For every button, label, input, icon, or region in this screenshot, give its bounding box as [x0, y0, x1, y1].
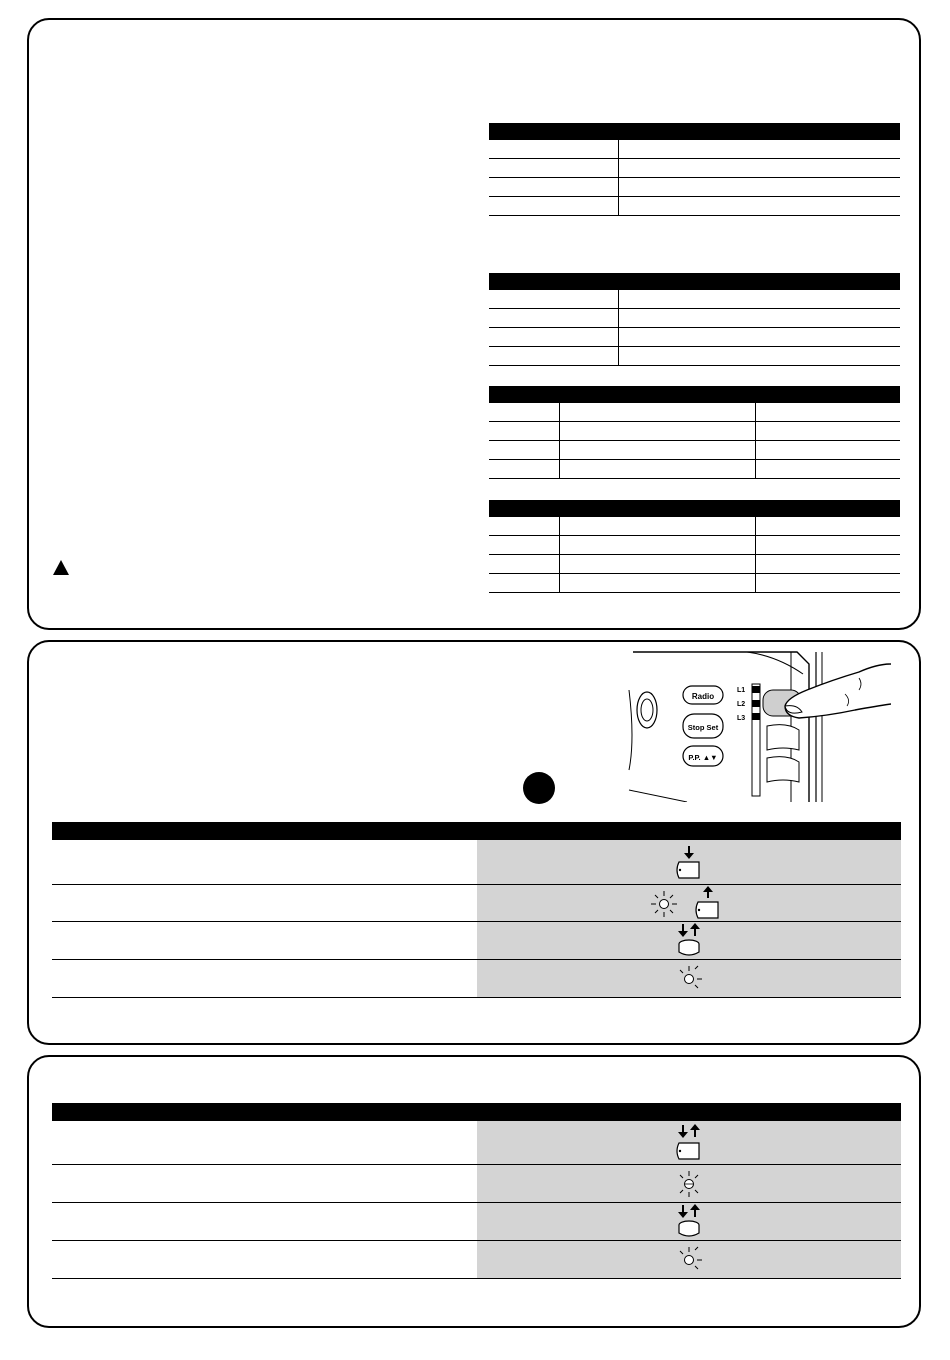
table-row [52, 840, 901, 884]
table-cell [489, 574, 559, 593]
table-cell [489, 159, 618, 178]
table-header [489, 123, 900, 140]
step-symbol [477, 1164, 902, 1202]
led-l2 [752, 700, 760, 707]
press-button-icon [669, 844, 709, 880]
step-symbol [477, 840, 902, 884]
led-label-l1: L1 [737, 687, 746, 694]
table-cell [489, 347, 618, 366]
release-button-icon [696, 886, 718, 918]
table-cell [489, 140, 618, 159]
table-cell [755, 517, 900, 536]
table-cell [618, 178, 900, 197]
led-l3 [752, 713, 760, 720]
table-header [489, 386, 900, 403]
table-row [52, 959, 901, 997]
step-symbol [477, 1202, 902, 1240]
led-on-icon [669, 961, 709, 995]
step-text [52, 959, 477, 997]
reference-table-3 [489, 386, 900, 479]
table-cell [559, 517, 755, 536]
table-cell [489, 441, 559, 460]
table-cell [489, 290, 618, 309]
step-text [52, 1164, 477, 1202]
led-l1 [752, 686, 760, 693]
step-symbol [477, 921, 902, 959]
table-cell [755, 460, 900, 479]
table-cell [618, 347, 900, 366]
step-text [52, 921, 477, 959]
step-symbol [477, 1121, 902, 1164]
table-cell [559, 536, 755, 555]
led-label-l2: L2 [737, 701, 746, 708]
table-cell [489, 309, 618, 328]
table-header [489, 500, 900, 517]
step-symbol [477, 959, 902, 997]
table-cell [755, 441, 900, 460]
reference-table-4 [489, 500, 900, 593]
table-cell [618, 290, 900, 309]
stop-set-button-label: Stop Set [687, 723, 719, 732]
table-cell [755, 536, 900, 555]
table-cell [755, 422, 900, 441]
table-cell [559, 555, 755, 574]
table-cell [559, 574, 755, 593]
table-cell [618, 328, 900, 347]
table-header [489, 273, 900, 290]
table-header [52, 1103, 901, 1121]
table-cell [618, 197, 900, 216]
remote-press-release-icon [669, 922, 709, 958]
table-cell [618, 159, 900, 178]
table-row [52, 1240, 901, 1278]
control-unit-illustration [627, 650, 891, 802]
table-cell [559, 441, 755, 460]
radio-button-label: Radio [691, 692, 715, 701]
led-flash-icon [651, 891, 677, 917]
table-cell [489, 197, 618, 216]
table-row [52, 921, 901, 959]
table-cell [489, 460, 559, 479]
pp-button-label: P.P. ▲▼ [688, 753, 718, 762]
table-cell [559, 422, 755, 441]
table-header [52, 822, 901, 840]
table-cell [489, 536, 559, 555]
step-symbol [477, 884, 902, 921]
led-on-icon [669, 1242, 709, 1276]
panel-middle [27, 640, 921, 1045]
step-text [52, 1240, 477, 1278]
table-row [52, 1164, 901, 1202]
table-cell [618, 309, 900, 328]
step-text [52, 1121, 477, 1164]
led-flash-release-icon [644, 886, 734, 920]
table-cell [489, 178, 618, 197]
step-text [52, 840, 477, 884]
led-label-l3: L3 [737, 715, 746, 722]
reference-table-1 [489, 123, 900, 216]
step-text [52, 884, 477, 921]
step-symbol [477, 1240, 902, 1278]
led-flash-icon [669, 1166, 709, 1200]
table-cell [755, 403, 900, 422]
remote-press-release-icon [669, 1203, 709, 1239]
reference-table-2 [489, 273, 900, 366]
table-cell [489, 422, 559, 441]
figure-bullet [523, 772, 555, 804]
table-row [52, 1121, 901, 1164]
table-cell [489, 403, 559, 422]
table-row [52, 1202, 901, 1240]
table-cell [755, 574, 900, 593]
procedure-table-2 [52, 1103, 901, 1279]
step-text [52, 1202, 477, 1240]
table-cell [489, 517, 559, 536]
table-cell [618, 140, 900, 159]
table-cell [489, 555, 559, 574]
warning-triangle-icon [53, 560, 69, 575]
panel-bottom [27, 1055, 921, 1328]
table-cell [559, 403, 755, 422]
table-cell [489, 328, 618, 347]
table-cell [755, 555, 900, 574]
procedure-table-1 [52, 822, 901, 998]
table-cell [559, 460, 755, 479]
press-release-button-icon [669, 1123, 709, 1161]
panel-top [27, 18, 921, 630]
table-row [52, 884, 901, 921]
